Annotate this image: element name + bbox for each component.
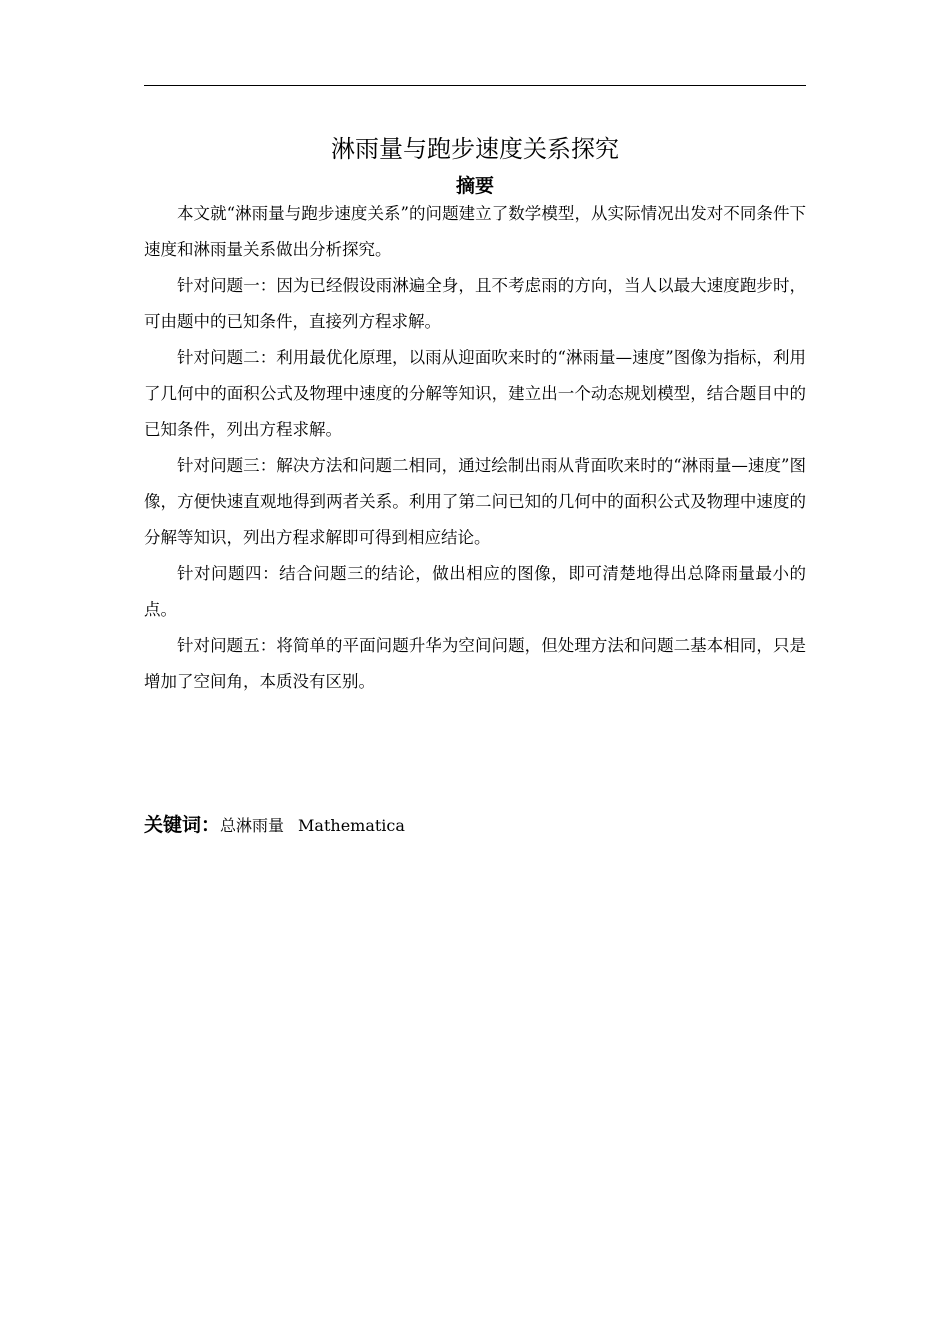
abstract-body bbox=[144, 196, 806, 700]
abstract-paragraph-intro: 本文就“淋雨量与跑步速度关系”的问题建立了数学模型，从实际情况出发对不同条件下速度和淋雨量关系做出分析探究。 bbox=[144, 204, 806, 259]
abstract-paragraph-q3: 针对问题三：解决方法和问题二相同，通过绘制出雨从背面吹来时的“淋雨量—速度”图像，方便快速直观地得到两者关系。利用了第二问已知的几何中的面积公式及物理中速度的分解等知识，列出方程求解即可得到相应结论。 bbox=[144, 456, 806, 547]
paper-title: 淋雨量与跑步速度关系探究 bbox=[331, 135, 619, 163]
abstract-paragraph-q2: 针对问题二：利用最优化原理，以雨从迎面吹来时的“淋雨量—速度”图像为指标，利用了几何中的面积公式及物理中速度的分解等知识，建立出一个动态规划模型，结合题目中的已知条件，列出方程求解。 bbox=[144, 348, 806, 439]
abstract-paragraph-q5: 针对问题五：将简单的平面问题升华为空间问题，但处理方法和问题二基本相同，只是增加了空间角，本质没有区别。 bbox=[144, 636, 806, 691]
keywords-label: 关键词： bbox=[144, 814, 221, 836]
header-rule bbox=[144, 85, 806, 86]
keyword-item: Mathematica bbox=[298, 816, 405, 835]
keyword-item: 总淋雨量 bbox=[220, 816, 285, 835]
abstract-paragraph-q1: 针对问题一：因为已经假设雨淋遍全身，且不考虑雨的方向，当人以最大速度跑步时，可由题中的已知条件，直接列方程求解。 bbox=[144, 276, 806, 331]
abstract-heading: 摘要 bbox=[455, 175, 494, 197]
keywords-line bbox=[144, 810, 806, 841]
abstract-paragraph-q4: 针对问题四：结合问题三的结论，做出相应的图像，即可清楚地得出总降雨量最小的点。 bbox=[144, 564, 806, 619]
